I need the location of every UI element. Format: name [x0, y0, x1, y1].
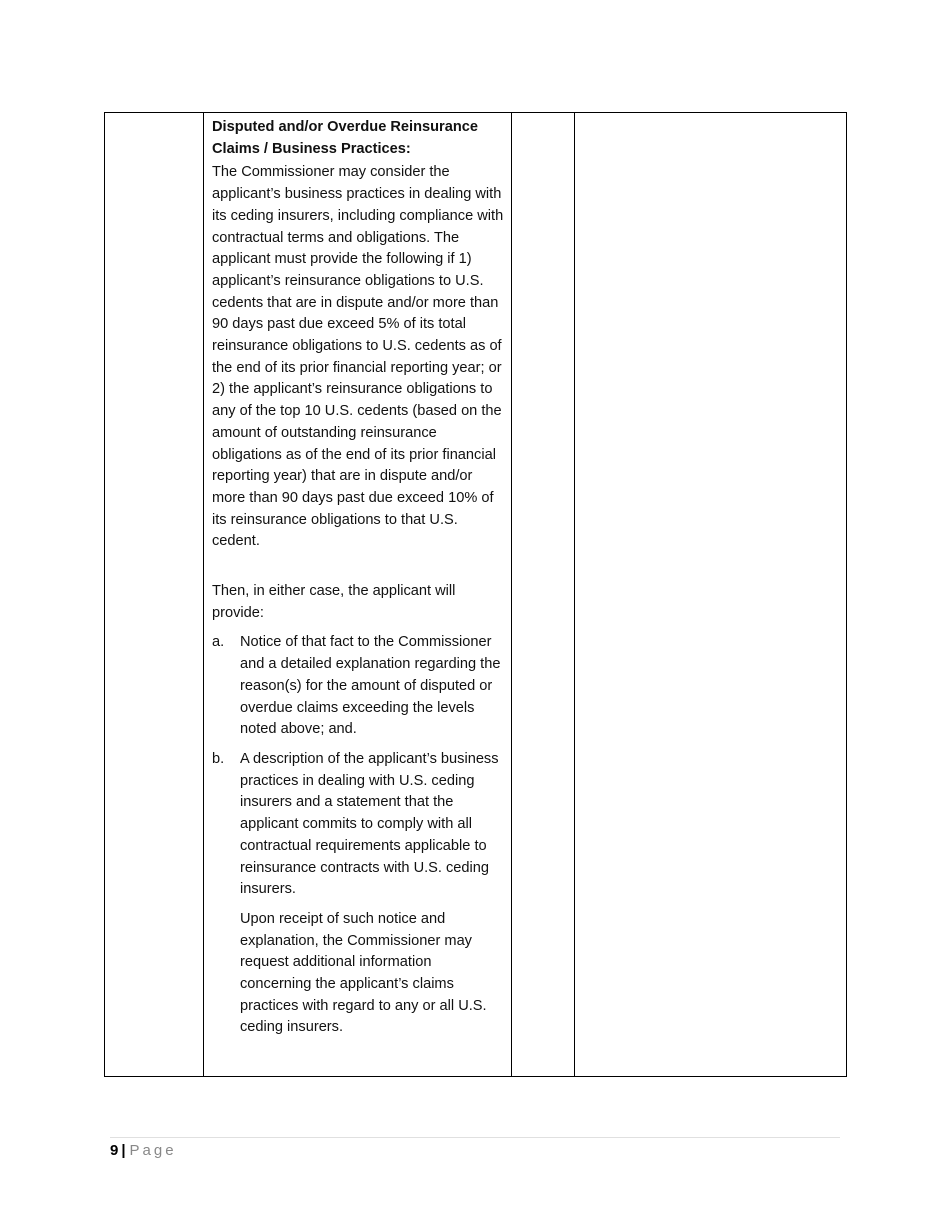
page-number: 9	[110, 1142, 119, 1159]
table-cell-column-1	[105, 113, 204, 1076]
table-cell-requirement	[204, 113, 512, 1076]
section-heading: Disputed and/or Overdue Reinsurance Claims / Business Practices:	[212, 119, 478, 157]
table-cell-column-3	[512, 113, 575, 1076]
footer-separator: |	[121, 1142, 126, 1159]
list-item-text: A description of the applicant’s business practices in dealing with U.S. ceding insurers and a statement that the applicant commits to comply with all contractual requirements applicable to reinsurance contracts with U.S. ceding insurers.	[240, 750, 499, 898]
list-item-marker: b.	[212, 750, 225, 767]
list-item-marker: a.	[212, 634, 225, 651]
page-label: Page	[129, 1142, 177, 1159]
page-footer	[110, 1137, 840, 1162]
table-cell-column-4	[575, 113, 846, 1076]
section-paragraph-1: The Commissioner may consider the applicant’s business practices in dealing with its ceding insurers, including compliance with contractual terms and obligations. The applicant must provide the following if 1) applicant’s reinsurance obligations to U.S. cedents that are in dispute and/or more than 90 days past due exceed 5% of its total reinsurance obligations to U.S. cedents as of the end of its prior financial reporting year; or 2) the applicant’s reinsurance obligations to any of the top 10 U.S. cedents (based on the amount of outstanding reinsurance obligations as of the end of its prior financial reporting year) that are in dispute and/or more than 90 days past due exceed 10% of its reinsurance obligations to that U.S. cedent.	[212, 164, 504, 550]
section-paragraph-2: Then, in either case, the applicant will provide:	[212, 583, 456, 621]
list-item-b	[212, 749, 505, 901]
list-item-a	[212, 632, 505, 741]
closing-paragraph: Upon receipt of such notice and explanation, the Commissioner may request additional information concerning the applicant’s claims practices with regard to any or all U.S. ceding insurers.	[240, 910, 487, 1036]
paragraph-spacer	[212, 553, 505, 581]
list-item-text: Notice of that fact to the Commissioner and a detailed explanation regarding the reason(s) for the amount of disputed or overdue claims exceeding the levels noted above; and.	[240, 634, 501, 738]
requirements-table	[104, 112, 847, 1077]
